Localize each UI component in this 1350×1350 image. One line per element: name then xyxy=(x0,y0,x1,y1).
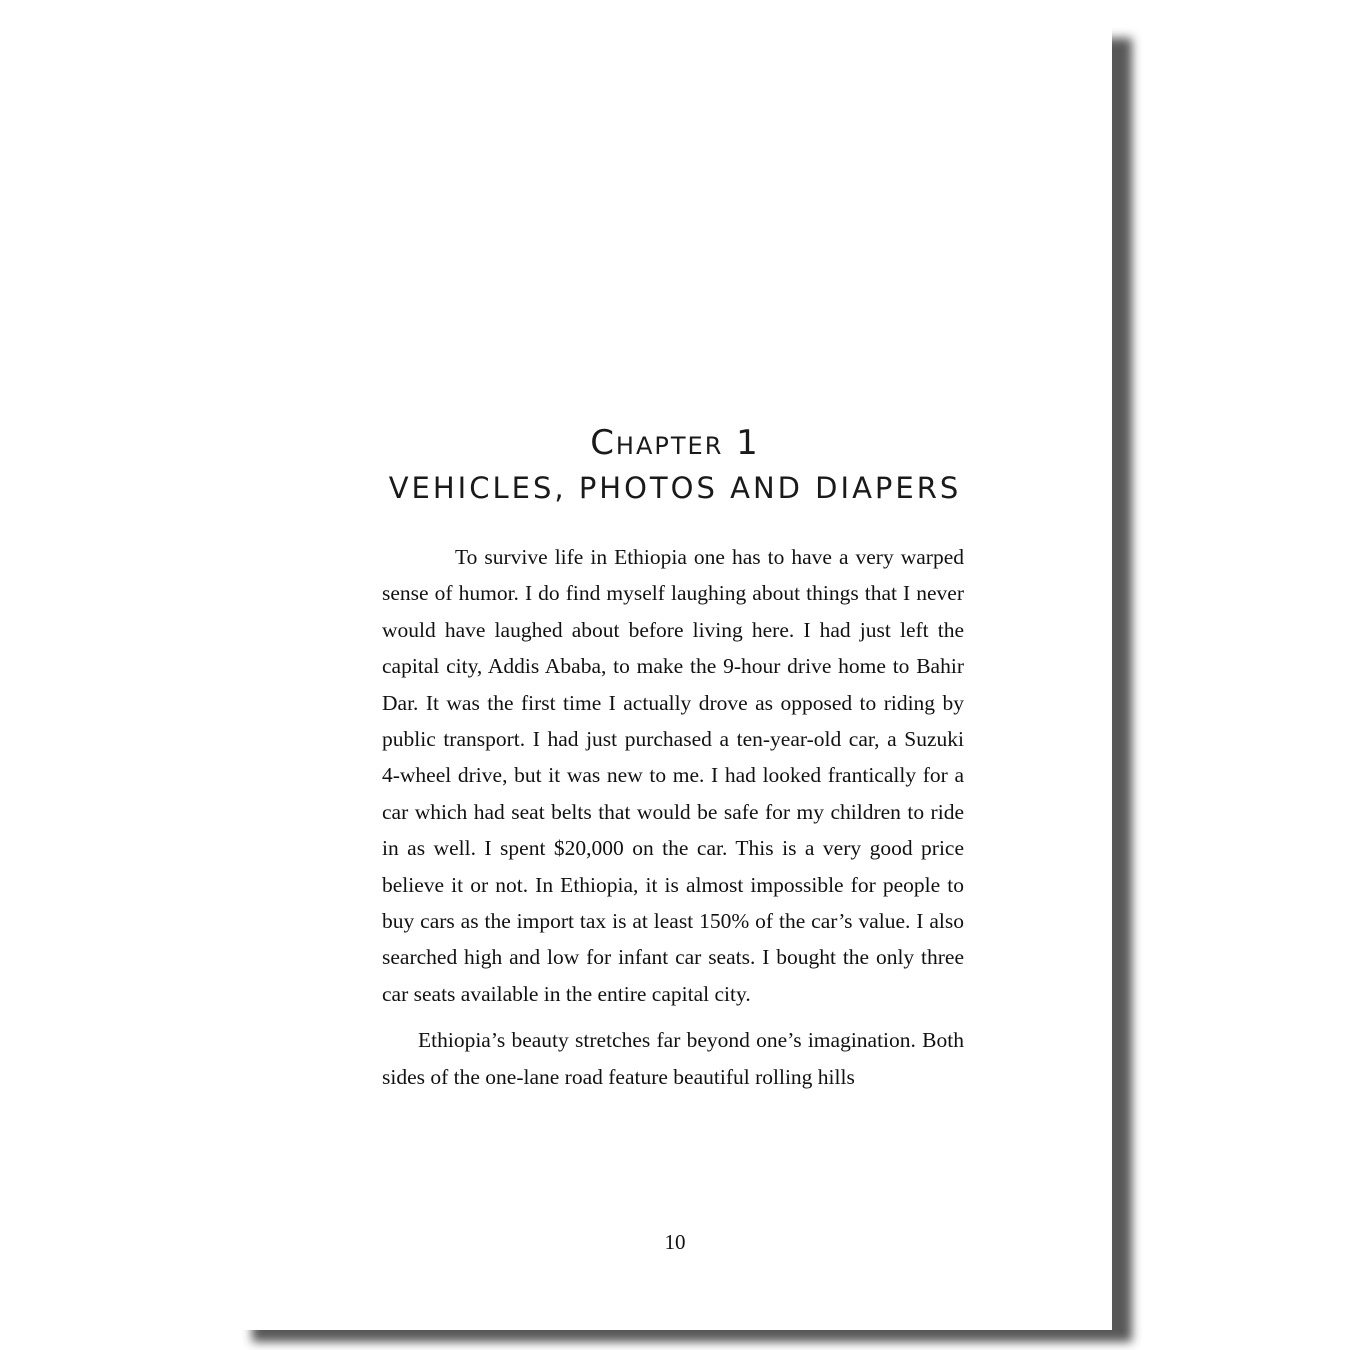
paragraph-2: Ethiopia’s beauty stretches far beyond one’s imagination. Both sides of the one-lane road feature beautiful rolling hills xyxy=(382,1028,964,1089)
chapter-title: VEHICLES, PHOTOS AND DIAPERS xyxy=(388,471,962,505)
body-text xyxy=(382,539,964,1095)
chapter-number-label: Chapter 1 xyxy=(590,423,760,463)
chapter-number xyxy=(238,422,1112,464)
page-number: 10 xyxy=(664,1230,686,1254)
chapter-heading xyxy=(238,422,1112,508)
book-page xyxy=(238,22,1112,1330)
paragraph-1: To survive life in Ethiopia one has to have a very warped sense of humor. I do find myself laughing about things that I never would have laughed about before living here. I had just left the capital city, Addis Ababa, to make the 9-hour drive home to Bahir Dar. It was the first time I actually drove as opposed to riding by public transport. I had just purchased a ten-year-old car, a Suzuki 4-wheel drive, but it was new to me. I had looked frantically for a car which had seat belts that would be safe for my children to ride in as well. I spent $20,000 on the car. This is a very good price believe it or not. In Ethiopia, it is almost impossible for people to buy cars as the import tax is at least 150% of the car’s value. I also searched high and low for infant car seats. I bought the only three car seats available in the entire capital city. xyxy=(382,545,964,1006)
